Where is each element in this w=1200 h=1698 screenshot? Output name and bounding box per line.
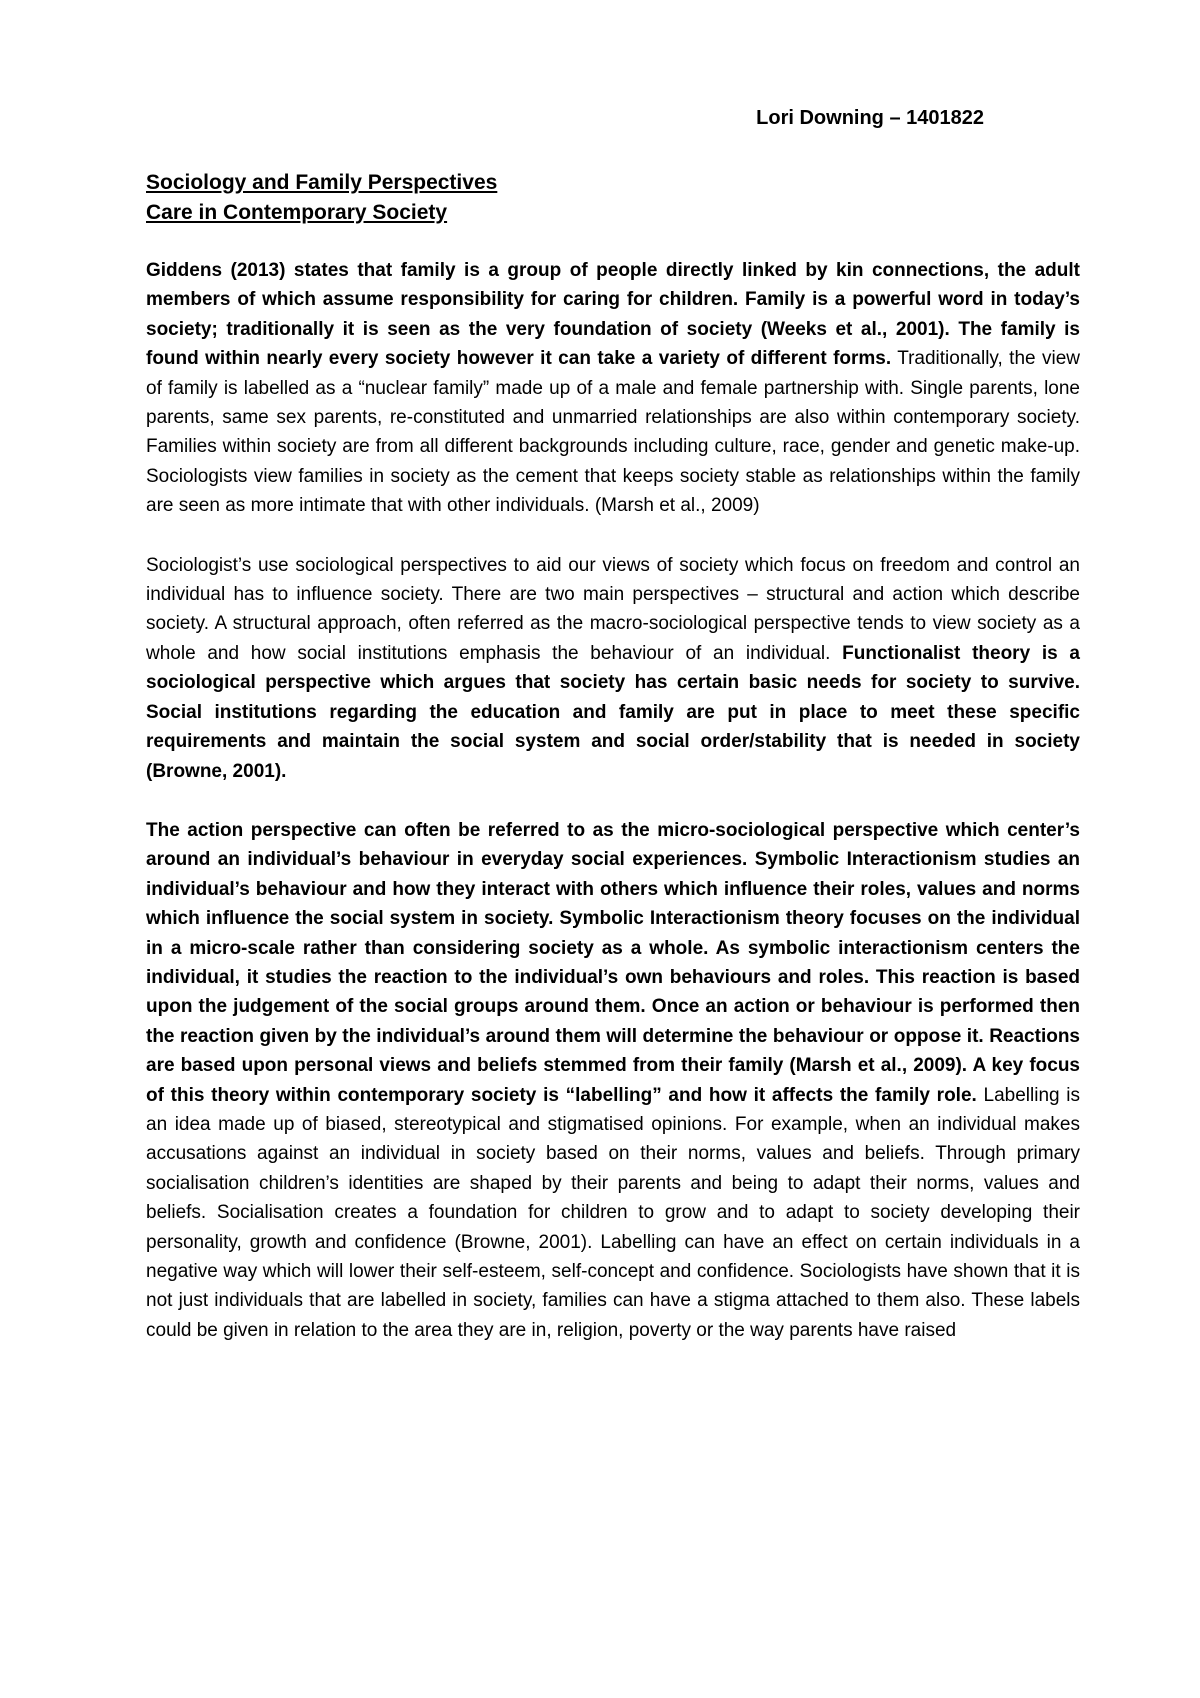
paragraph-1 [146,256,1080,521]
paragraph-3-normal: Labelling is an idea made up of biased, stereotypical and stigmatised opinions. For example, when an individual makes accusations against an individual in society based on their norms, values and beliefs. Through primary socialisation children’s identities are shaped by their parents and being to adapt their norms, values and beliefs. Socialisation creates a foundation for children to grow and to adapt to society developing their personality, growth and confidence (Browne, 2001). Labelling can have an effect on certain individuals in a negative way which will lower their self-esteem, self-concept and confidence. Sociologists have shown that it is not just individuals that are labelled in society, families can have a stigma attached to them also. These labels could be given in relation to the area they are in, religion, poverty or the way parents have raised [146,1084,1081,1341]
paragraph-3 [146,816,1080,1345]
body-text [146,256,1080,1375]
main-title: Sociology and Family Perspectives [146,171,498,194]
author-line: Lori Downing – 1401822 [756,107,984,129]
paragraph-2-bold: Functionalist theory is a sociological perspective which argues that society has certain basic needs for society to survive. Social institutions regarding the education and family are put in place to meet these specific requirements and maintain the social system and social order/stability that is needed in society (Browne, 2001). [146,642,1080,782]
paragraph-2 [146,551,1080,786]
title-block [146,168,1066,228]
subtitle: Care in Contemporary Society [146,201,448,224]
paragraph-3-bold: The action perspective can often be referred to as the micro-sociological perspective which center’s around an individual’s behaviour in everyday social experiences. Symbolic Interactionism studies an individual’s behaviour and how they interact with others which influence their roles, values and norms which influence the social system in society. Symbolic Interactionism theory focuses on the individual in a micro-scale rather than considering society as a whole. As symbolic interactionism centers the individual, it studies the reaction to the individual’s own behaviours and roles. This reaction is based upon the judgement of the social groups around them. Once an action or behaviour is performed then the reaction given by the individual’s around them will determine the behaviour or oppose it. Reactions are based upon personal views and beliefs stemmed from their family (Marsh et al., 2009). A key focus of this theory within contemporary society is “labelling” and how it affects the family role. [146,819,1080,1106]
paragraph-1-normal: Traditionally, the view of family is labelled as a “nuclear family” made up of a male and female partnership with. Single parents, lone parents, same sex parents, re-constituted and unmarried relationships are also within contemporary society. Families within society are from all different backgrounds including culture, race, gender and genetic make-up. Sociologists view families in society as the cement that keeps society stable as relationships within the family are seen as more intimate that with other individuals. (Marsh et al., 2009) [146,348,1080,517]
paragraph-2-normal: Sociologist’s use sociological perspectives to aid our views of society which focus on freedom and control an individual has to influence society. There are two main perspectives – structural and action which describe society. A structural approach, often referred as the macro-sociological perspective tends to view society as a whole and how social institutions emphasis the behaviour of an individual. [146,554,1080,664]
paragraph-1-bold: Giddens (2013) states that family is a group of people directly linked by kin connections, the adult members of which assume responsibility for caring for children. Family is a powerful word in today’s society; traditionally it is seen as the very foundation of society (Weeks et al., 2001). The family is found within nearly every society however it can take a variety of different forms. [146,260,1080,370]
